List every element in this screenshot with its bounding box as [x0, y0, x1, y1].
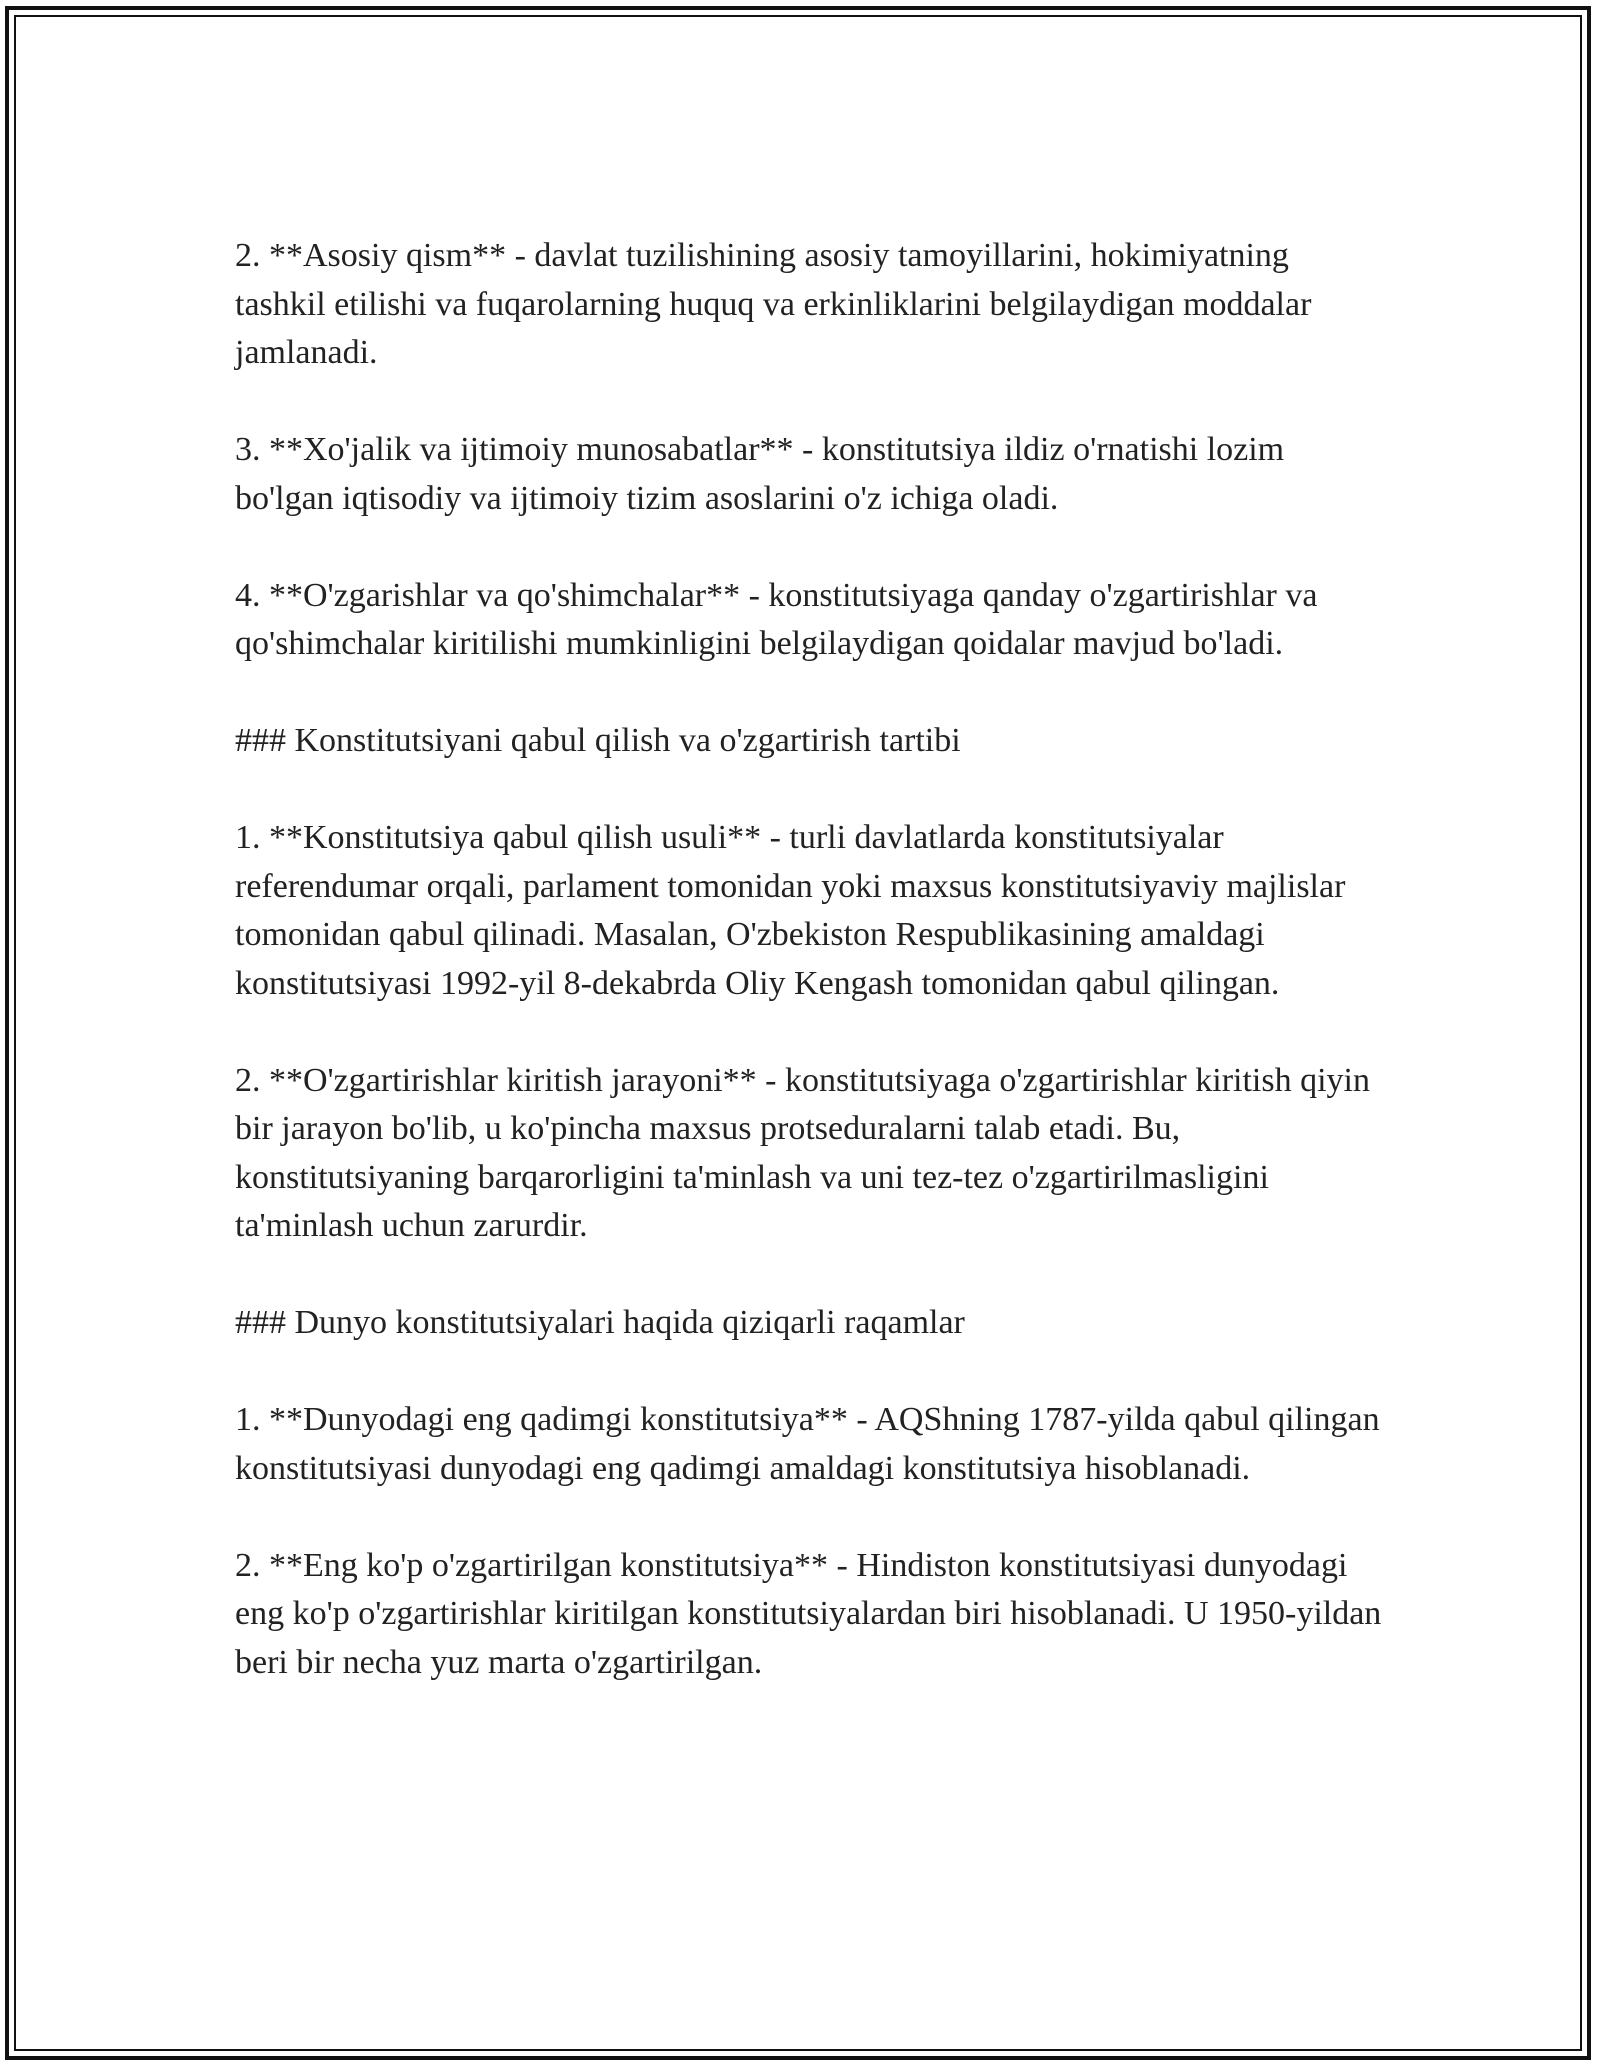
paragraph-eng-kop-ozgartirilgan: 2. **Eng ko'p o'zgartirilgan konstitutsiya** - Hindiston konstitutsiyasi dunyodagi eng ko'p o'zgartirishlar kiritilgan konstitutsiyalardan biri hisoblanadi. U 1950-yildan beri bir necha yuz marta o'zgartirilgan. [235, 1546, 1382, 1681]
paragraph-ozgartirishlar-jarayoni: 2. **O'zgartirishlar kiritish jarayoni** - konstitutsiyaga o'zgartirishlar kiritish qiyin bir jarayon bo'lib, u ko'pincha maxsus protseduralarni talab etadi. Bu, konstitutsiyaning barqarorligini ta'minlash va uni tez-tez o'zgartirilmasligini ta'minlash uchun zarurdir. [235, 1061, 1370, 1244]
paragraph-xojalik: 3. **Xo'jalik va ijtimoiy munosabatlar** - konstitutsiya ildiz o'rnatishi lozim bo'lgan iqtisodiy va ijtimoiy tizim asoslarini o'z ichiga oladi. [235, 431, 1285, 517]
paragraph-ozgarishlar: 4. **O'zgarishlar va qo'shimchalar** - konstitutsiyaga qanday o'zgartirishlar va qo'shimchalar kiritilishi mumkinligini belgilaydigan qoidalar mavjud bo'ladi. [235, 576, 1318, 662]
heading-qiziqarli-raqamlar: ### Dunyo konstitutsiyalari haqida qiziqarli raqamlar [235, 1304, 965, 1341]
paragraph-asosiy-qism: 2. **Asosiy qism** - davlat tuzilishining asosiy tamoyillarini, hokimiyatning tashkil etilishi va fuqarolarning huquq va erkinliklarini belgilaydigan moddalar jamlanadi. [235, 237, 1312, 371]
document-body [235, 232, 1385, 1736]
paragraph-eng-qadimgi: 1. **Dunyodagi eng qadimgi konstitutsiya** - AQShning 1787-yilda qabul qilingan konstitutsiyasi dunyodagi eng qadimgi amaldagi konstitutsiya hisoblanadi. [235, 1401, 1380, 1487]
paragraph-qabul-qilish-usuli: 1. **Konstitutsiya qabul qilish usuli** - turli davlatlarda konstitutsiyalar referendumar orqali, parlament tomonidan yoki maxsus konstitutsiyaviy majlislar tomonidan qabul qilinadi. Masalan, O'zbekiston Respublikasining amaldagi konstitutsiyasi 1992-yil 8-dekabrda Oliy Kengash tomonidan qabul qilingan. [235, 819, 1346, 1002]
heading-qabul-qilish-tartibi: ### Konstitutsiyani qabul qilish va o'zgartirish tartibi [235, 722, 961, 759]
